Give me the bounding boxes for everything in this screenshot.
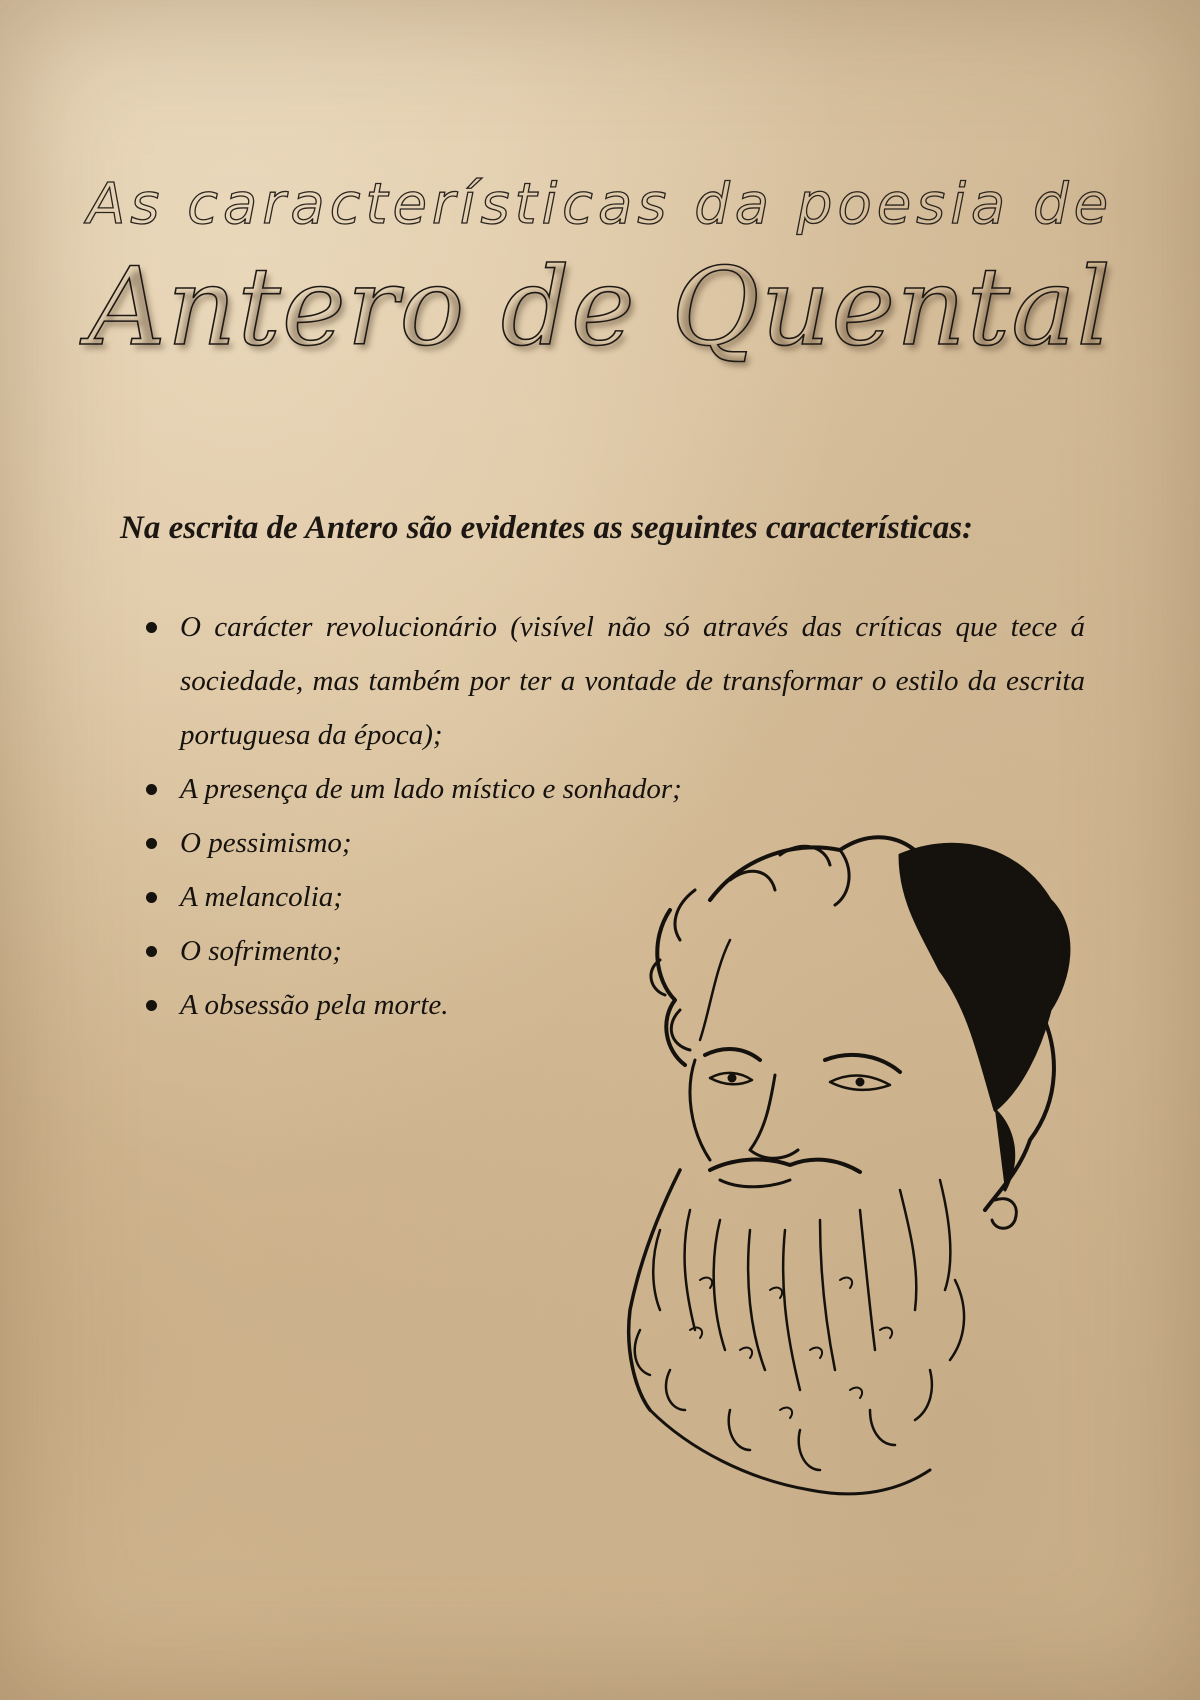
bullet-icon <box>146 784 157 795</box>
page-title: Antero de Quental <box>87 245 1113 370</box>
bullet-icon <box>146 892 157 903</box>
portrait-sketch-icon <box>600 810 1140 1530</box>
bullet-icon <box>146 838 157 849</box>
list-item <box>140 600 1085 762</box>
intro-text: Na escrita de Antero são evidentes as seguintes características: <box>120 510 974 546</box>
page-subtitle: As características da poesia de <box>86 172 1114 237</box>
list-item-text: O pessimismo; <box>180 827 352 859</box>
bullet-icon <box>146 1000 157 1011</box>
bullet-icon <box>146 946 157 957</box>
list-item-text: O sofrimento; <box>180 935 342 967</box>
list-item-text: A presença de um lado místico e sonhador; <box>180 773 682 805</box>
list-item-text: O carácter revolucionário (visível não só através das críticas que tece á sociedade, mas também por ter a vontade de transformar o estilo da escrita portuguesa da época); <box>180 611 1085 751</box>
bullet-icon <box>146 622 157 633</box>
list-item <box>140 762 1085 816</box>
list-item-text: A obsessão pela morte. <box>180 989 449 1021</box>
list-item-text: A melancolia; <box>180 881 343 913</box>
